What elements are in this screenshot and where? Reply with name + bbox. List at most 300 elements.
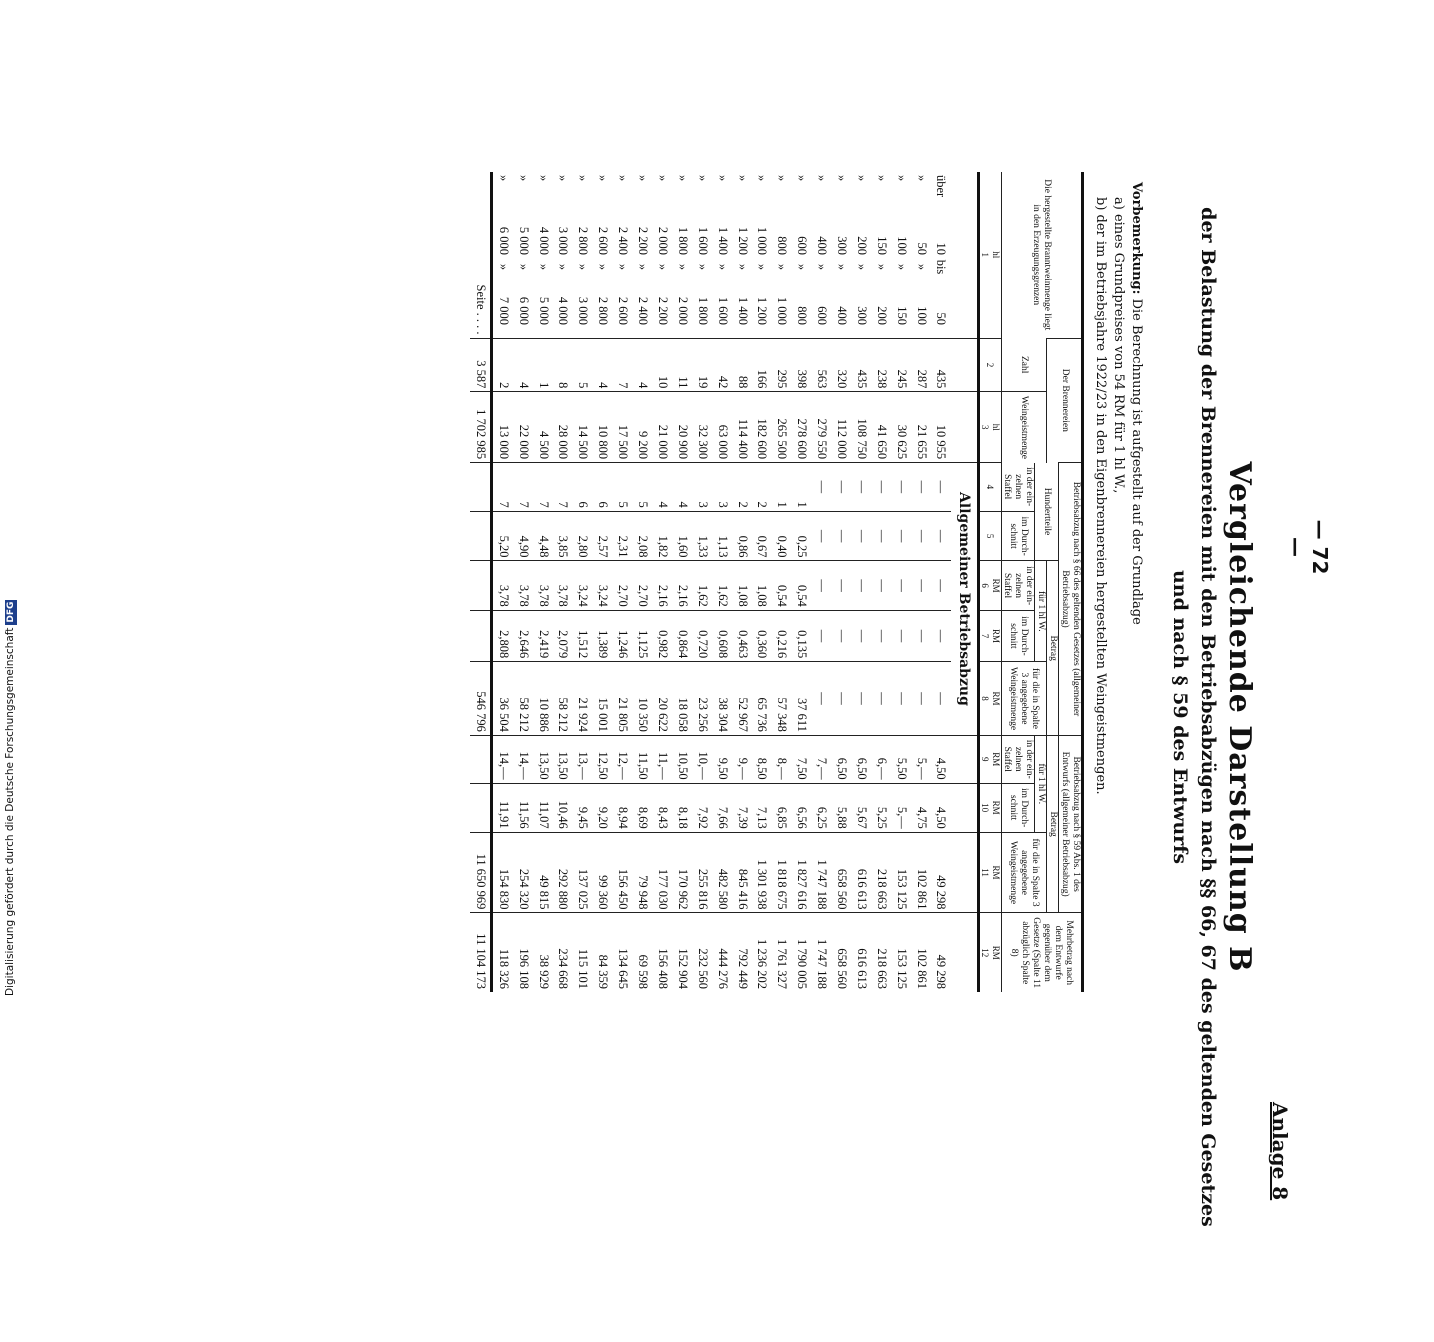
- range-p: über: [934, 175, 949, 198]
- cell-b-staffel: 3,78: [492, 561, 513, 610]
- cell-menge: 20 900: [672, 392, 692, 463]
- range-b: »: [576, 263, 591, 271]
- cell-b-menge: 10 886: [533, 662, 553, 736]
- cell-hdt-durch: —: [891, 511, 911, 561]
- cell-menge: 21 655: [911, 392, 931, 463]
- production-range-cell: [712, 172, 732, 338]
- cell-hdt-staffel: 3: [692, 463, 712, 512]
- cell-b-durch: —: [891, 610, 911, 661]
- cell-b-durch: —: [851, 610, 871, 661]
- cell-mehr: 1 747 188: [812, 913, 832, 992]
- header-percentages: Hundertteile: [1035, 463, 1059, 561]
- range-p: »: [735, 175, 750, 182]
- cell-b-durch: 1,246: [613, 610, 633, 661]
- cell-hdt-staffel: 6: [573, 463, 593, 512]
- cell-b-durch: 1,512: [573, 610, 593, 661]
- document-title: Vergleichende Darstellung B: [1222, 461, 1257, 973]
- range-a: 10: [934, 242, 949, 255]
- cell-e-durch: 11,56: [513, 783, 533, 832]
- cell-e-durch: 8,69: [633, 783, 653, 832]
- cell-e-menge: 156 450: [613, 832, 633, 913]
- cell-menge: 279 550: [812, 392, 832, 463]
- header-group-draft: Betriebsabzug nach § 59 Abs. 1 des Entwurfs (allgemeiner Betriebsabzug): [1059, 735, 1083, 913]
- cell-b-staffel: 0,54: [772, 561, 792, 610]
- cell-e-menge: 292 880: [553, 832, 573, 913]
- range-b: »: [715, 263, 730, 271]
- cell-e-durch: 6,56: [792, 783, 812, 832]
- range-p: »: [636, 175, 651, 182]
- cell-b-staffel: 1,08: [752, 561, 772, 610]
- range-a: 4 000: [536, 226, 551, 255]
- cell-b-menge: —: [832, 662, 852, 736]
- table-row: [832, 172, 852, 992]
- range-b: »: [616, 263, 631, 271]
- cell-b-staffel: —: [812, 561, 832, 610]
- header-surplus: Mehrbetrag nach dem Entwurfe gegenüber dem Gesetze (Spalte 11 abzüglich Spalte 8): [1001, 913, 1082, 992]
- range-p: »: [616, 175, 631, 182]
- cell-b-menge: 15 001: [593, 662, 613, 736]
- cell-menge: 17 500: [613, 392, 633, 463]
- cell-b-staffel: 3,78: [553, 561, 573, 610]
- range-b: »: [914, 263, 929, 271]
- range-p: »: [695, 175, 710, 182]
- cell-mehr: 234 668: [553, 913, 573, 992]
- cell-b-durch: 0,463: [732, 610, 752, 661]
- cell-e-staffel: 9,50: [712, 735, 732, 783]
- cell-b-durch: 1,125: [633, 610, 653, 661]
- header-draft-average: im Durchschnitt: [1001, 783, 1035, 832]
- cell-menge: 108 750: [851, 392, 871, 463]
- header-amount-current: Betrag: [1047, 561, 1059, 735]
- cell-hdt-durch: —: [851, 511, 871, 561]
- cell-e-durch: 9,20: [593, 783, 613, 832]
- production-range-cell: [911, 172, 931, 338]
- cell-e-staffel: 11,50: [633, 735, 653, 783]
- cell-b-menge: —: [911, 662, 931, 736]
- range-p: »: [795, 175, 810, 182]
- cell-hdt-staffel: 7: [513, 463, 533, 512]
- cell-zahl: 88: [732, 338, 752, 392]
- production-range-cell: [812, 172, 832, 338]
- table-row: [812, 172, 832, 992]
- column-number: RM 9: [978, 735, 1001, 783]
- range-b: »: [815, 263, 830, 271]
- cell-e-durch: 10,46: [553, 783, 573, 832]
- cell-b-menge: 58 212: [513, 662, 533, 736]
- cell-menge: 10 955: [931, 392, 951, 463]
- range-a: 400: [815, 236, 830, 255]
- cell-b-staffel: —: [931, 561, 951, 610]
- cell-zahl: 5: [573, 338, 593, 392]
- cell-zahl: 166: [752, 338, 772, 392]
- cell-e-durch: 7,66: [712, 783, 732, 832]
- cell-b-staffel: 2,16: [672, 561, 692, 610]
- cell-mehr: 1 236 202: [752, 913, 772, 992]
- cell-mehr: 84 359: [593, 913, 613, 992]
- cell-b-menge: 23 256: [692, 662, 712, 736]
- cell-hdt-staffel: 6: [593, 463, 613, 512]
- production-range-cell: [533, 172, 553, 338]
- cell-e-staffel: 9,—: [732, 735, 752, 783]
- table-row: [492, 172, 513, 992]
- range-b: »: [854, 263, 869, 271]
- header-distilleries: Der Brennereien: [1047, 338, 1083, 463]
- cell-hdt-staffel: —: [911, 463, 931, 512]
- range-a: 2 200: [636, 226, 651, 255]
- range-b: »: [496, 263, 511, 271]
- table-row: [533, 172, 553, 992]
- header-pct-step: in der einzelnen Staffel: [1001, 463, 1035, 512]
- range-p: »: [536, 175, 551, 182]
- cell-e-durch: 7,13: [752, 783, 772, 832]
- table-row: [911, 172, 931, 992]
- cell-e-durch: 11,07: [533, 783, 553, 832]
- cell-zahl: 238: [871, 338, 891, 392]
- range-c: 200: [874, 306, 889, 325]
- cell-b-staffel: —: [832, 561, 852, 610]
- cell-mehr: 152 904: [672, 913, 692, 992]
- header-total-draft: für die in Spalte 3 angegebene Weingeistmenge: [1001, 832, 1047, 913]
- production-range-cell: [613, 172, 633, 338]
- cell-b-durch: —: [931, 610, 951, 661]
- cell-zahl: 11: [672, 338, 692, 392]
- range-a: 200: [854, 236, 869, 255]
- cell-b-staffel: —: [851, 561, 871, 610]
- cell-e-staffel: 4,50: [931, 735, 951, 783]
- range-b: »: [536, 263, 551, 271]
- table-row: [792, 172, 812, 992]
- range-b: »: [655, 263, 670, 271]
- range-b: »: [755, 263, 770, 271]
- cell-e-staffel: 7,—: [812, 735, 832, 783]
- cell-zahl: 1: [533, 338, 553, 392]
- cell-hdt-durch: 1,33: [692, 511, 712, 561]
- cell-hdt-staffel: —: [832, 463, 852, 512]
- cell-b-menge: 37 611: [792, 662, 812, 736]
- range-c: 1 400: [735, 296, 750, 325]
- cell-b-durch: 0,216: [772, 610, 792, 661]
- cell-b-menge: 65 736: [752, 662, 772, 736]
- cell-hdt-durch: —: [812, 511, 832, 561]
- cell-hdt-staffel: 1: [792, 463, 812, 512]
- range-p: »: [576, 175, 591, 182]
- cell-e-menge: 154 830: [492, 832, 513, 913]
- table-row: [851, 172, 871, 992]
- range-a: 1 800: [675, 226, 690, 255]
- cell-b-staffel: 3,24: [593, 561, 613, 610]
- range-c: 5 000: [536, 296, 551, 325]
- cell-menge: 21 000: [653, 392, 673, 463]
- document-subtitle-line-1: der Belastung der Brennereien mit den Betriebsabzügen nach §§ 66, 67 des geltenden Gesetzes: [1197, 207, 1219, 1227]
- cell-menge: 14 500: [573, 392, 593, 463]
- cell-zahl: 7: [613, 338, 633, 392]
- cell-b-durch: 0,864: [672, 610, 692, 661]
- range-a: 1 200: [735, 226, 750, 255]
- cell-hdt-staffel: —: [871, 463, 891, 512]
- cell-e-durch: 7,92: [692, 783, 712, 832]
- cell-zahl: 435: [931, 338, 951, 392]
- column-number-row: [978, 172, 1001, 992]
- cell-b-staffel: 1,62: [712, 561, 732, 610]
- header-amount-draft: Betrag: [1047, 735, 1059, 913]
- cell-hdt-durch: 0,86: [732, 511, 752, 561]
- cell-mehr: 218 663: [871, 913, 891, 992]
- cell-zahl: 4: [593, 338, 613, 392]
- cell-hdt-durch: 2,57: [593, 511, 613, 561]
- cell-menge: 112 000: [832, 392, 852, 463]
- cell-zahl: 287: [911, 338, 931, 392]
- cell-e-menge: 1 827 616: [792, 832, 812, 913]
- cell-e-menge: 177 030: [653, 832, 673, 913]
- table-row: [871, 172, 891, 992]
- cell-hdt-durch: 1,82: [653, 511, 673, 561]
- table-row: [732, 172, 752, 992]
- cell-hdt-durch: —: [832, 511, 852, 561]
- cell-hdt-durch: —: [931, 511, 951, 561]
- cell-menge: 32 300: [692, 392, 712, 463]
- production-range-cell: [633, 172, 653, 338]
- annex-label: Anlage 8: [1268, 1102, 1292, 1201]
- cell-e-staffel: 14,—: [513, 735, 533, 783]
- range-c: 1 600: [715, 296, 730, 325]
- cell-hdt-staffel: —: [931, 463, 951, 512]
- range-a: 100: [894, 236, 909, 255]
- total-count: 3 587: [470, 338, 491, 392]
- cell-e-durch: 5,88: [832, 783, 852, 832]
- range-p: »: [854, 175, 869, 182]
- range-p: »: [755, 175, 770, 182]
- cell-b-menge: 57 348: [772, 662, 792, 736]
- table-row: [593, 172, 613, 992]
- cell-hdt-durch: 1,13: [712, 511, 732, 561]
- cell-e-staffel: 6,50: [832, 735, 852, 783]
- cell-zahl: 19: [692, 338, 712, 392]
- cell-b-durch: 0,720: [692, 610, 712, 661]
- production-range-cell: [772, 172, 792, 338]
- table-row: [553, 172, 573, 992]
- column-number: RM 8: [978, 662, 1001, 736]
- cell-hdt-durch: 4,48: [533, 511, 553, 561]
- cell-b-durch: —: [812, 610, 832, 661]
- cell-zahl: 4: [513, 338, 533, 392]
- production-range-cell: [752, 172, 772, 338]
- cell-mehr: 69 598: [633, 913, 653, 992]
- cell-b-staffel: 2,70: [613, 561, 633, 610]
- cell-b-menge: —: [851, 662, 871, 736]
- production-range-cell: [593, 172, 613, 338]
- range-c: 600: [815, 306, 830, 325]
- cell-e-staffel: 10,50: [672, 735, 692, 783]
- cell-b-staffel: 3,24: [573, 561, 593, 610]
- preliminary-note-b: b) der im Betriebsjahre 1922/23 in den Eigenbrennereien hergestellten Weingeistmengen.: [1093, 197, 1108, 795]
- range-c: 50: [934, 312, 949, 325]
- cell-b-menge: 10 350: [633, 662, 653, 736]
- range-b: »: [834, 263, 849, 271]
- cell-mehr: 616 613: [851, 913, 871, 992]
- cell-menge: 278 600: [792, 392, 812, 463]
- table-row: [772, 172, 792, 992]
- cell-e-staffel: 8,50: [752, 735, 772, 783]
- cell-b-staffel: 2,70: [633, 561, 653, 610]
- cell-b-durch: —: [832, 610, 852, 661]
- cell-e-menge: 49 298: [931, 832, 951, 913]
- cell-hdt-durch: 0,25: [792, 511, 812, 561]
- cell-mehr: 232 560: [692, 913, 712, 992]
- cell-menge: 30 625: [891, 392, 911, 463]
- range-b: »: [775, 263, 790, 271]
- cell-e-staffel: 13,50: [553, 735, 573, 783]
- range-a: 1 000: [755, 226, 770, 255]
- cell-hdt-durch: 3,85: [553, 511, 573, 561]
- cell-e-durch: 11,91: [492, 783, 513, 832]
- cell-e-menge: 1 818 675: [772, 832, 792, 913]
- cell-e-menge: 153 125: [891, 832, 911, 913]
- column-number: RM 6: [978, 561, 1001, 610]
- total-row: [470, 172, 491, 992]
- range-c: 3 000: [576, 296, 591, 325]
- cell-b-menge: —: [871, 662, 891, 736]
- production-range-cell: [513, 172, 533, 338]
- cell-e-staffel: 12,50: [593, 735, 613, 783]
- cell-b-menge: —: [812, 662, 832, 736]
- cell-e-menge: 616 613: [851, 832, 871, 913]
- range-a: 1 600: [695, 226, 710, 255]
- cell-e-durch: 5,—: [891, 783, 911, 832]
- table-row: [672, 172, 692, 992]
- range-c: 2 600: [616, 296, 631, 325]
- column-number: RM 12: [978, 913, 1001, 992]
- cell-hdt-staffel: 5: [633, 463, 653, 512]
- cell-hdt-staffel: 7: [533, 463, 553, 512]
- cell-b-durch: 2,079: [553, 610, 573, 661]
- cell-e-staffel: 5,—: [911, 735, 931, 783]
- cell-zahl: 10: [653, 338, 673, 392]
- header-spirit-quantity: Weingeistmenge: [1001, 392, 1047, 463]
- table-row: [891, 172, 911, 992]
- header-production-range: Die hergestellte Branntweinmenge liegt in den Erzeugungsgrenzen: [1001, 172, 1082, 338]
- column-number: 4: [978, 463, 1001, 512]
- cell-e-durch: 6,85: [772, 783, 792, 832]
- cell-menge: 265 500: [772, 392, 792, 463]
- cell-e-staffel: 6,—: [871, 735, 891, 783]
- cell-hdt-staffel: 5: [613, 463, 633, 512]
- production-range-cell: [792, 172, 812, 338]
- production-range-cell: [672, 172, 692, 338]
- cell-hdt-durch: 2,31: [613, 511, 633, 561]
- cell-b-menge: 21 924: [573, 662, 593, 736]
- table-row: [653, 172, 673, 992]
- cell-e-menge: 79 948: [633, 832, 653, 913]
- cell-zahl: 563: [812, 338, 832, 392]
- cell-hdt-staffel: —: [891, 463, 911, 512]
- cell-b-menge: 38 304: [712, 662, 732, 736]
- cell-menge: 10 800: [593, 392, 613, 463]
- cell-menge: 9 200: [633, 392, 653, 463]
- header-draft-step: in der einzelnen Staffel: [1001, 735, 1035, 783]
- cell-hdt-durch: 2,80: [573, 511, 593, 561]
- cell-hdt-durch: 1,60: [672, 511, 692, 561]
- header-count: Zahl: [1001, 338, 1047, 392]
- production-range-cell: [492, 172, 513, 338]
- cell-b-staffel: 0,54: [792, 561, 812, 610]
- cell-b-staffel: —: [911, 561, 931, 610]
- cell-hdt-staffel: —: [851, 463, 871, 512]
- funding-footer: [4, 600, 17, 996]
- cell-hdt-staffel: 2: [732, 463, 752, 512]
- range-b: »: [795, 263, 810, 271]
- table-header: [978, 172, 1082, 992]
- range-b: »: [874, 263, 889, 271]
- header-pct-average: im Durchschnitt: [1001, 511, 1035, 561]
- range-a: 2 400: [616, 226, 631, 255]
- table-row: [513, 172, 533, 992]
- cell-b-menge: 58 212: [553, 662, 573, 736]
- production-range-cell: [851, 172, 871, 338]
- range-b: »: [675, 263, 690, 271]
- cell-b-staffel: 3,78: [513, 561, 533, 610]
- cell-e-staffel: 8,—: [772, 735, 792, 783]
- cell-b-durch: 0,360: [752, 610, 772, 661]
- cell-mehr: 444 276: [712, 913, 732, 992]
- cell-menge: 63 000: [712, 392, 732, 463]
- range-b: »: [516, 263, 531, 271]
- range-c: 1 800: [695, 296, 710, 325]
- range-c: 1 200: [755, 296, 770, 325]
- range-p: »: [596, 175, 611, 182]
- funding-footer-text: Digitalisierung gefördert durch die Deutsche Forschungsgemeinschaft: [4, 627, 16, 996]
- range-b: bis: [934, 259, 949, 275]
- cell-hdt-durch: 5,20: [492, 511, 513, 561]
- cell-hdt-staffel: 4: [672, 463, 692, 512]
- range-p: »: [675, 175, 690, 182]
- cell-mehr: 115 101: [573, 913, 593, 992]
- cell-mehr: 153 125: [891, 913, 911, 992]
- preliminary-note-intro: Die Berechnung ist aufgestellt auf der Grundlage: [1129, 294, 1144, 625]
- range-a: 2 600: [596, 226, 611, 255]
- cell-menge: 28 000: [553, 392, 573, 463]
- total-surplus: 11 104 173: [470, 913, 491, 992]
- range-c: 1 000: [775, 296, 790, 325]
- range-p: »: [874, 175, 889, 182]
- cell-b-staffel: 3,78: [533, 561, 553, 610]
- page-number: — 72 —: [1284, 519, 1332, 575]
- range-a: 5 000: [516, 226, 531, 255]
- range-a: 150: [874, 236, 889, 255]
- table-body: [492, 172, 978, 992]
- cell-hdt-staffel: 7: [492, 463, 513, 512]
- cell-mehr: 1 761 327: [772, 913, 792, 992]
- table-row: [712, 172, 732, 992]
- total-draft-amount: 11 650 969: [470, 832, 491, 913]
- range-p: »: [894, 175, 909, 182]
- cell-e-durch: 9,45: [573, 783, 593, 832]
- cell-mehr: 156 408: [653, 913, 673, 992]
- range-c: 800: [795, 306, 810, 325]
- cell-e-durch: 8,94: [613, 783, 633, 832]
- cell-hdt-durch: 0,67: [752, 511, 772, 561]
- range-a: 1 400: [715, 226, 730, 255]
- table-row: [633, 172, 653, 992]
- range-c: 2 000: [675, 296, 690, 325]
- range-c: 2 400: [636, 296, 651, 325]
- production-range-cell: [732, 172, 752, 338]
- cell-zahl: 4: [633, 338, 653, 392]
- cell-b-menge: 20 622: [653, 662, 673, 736]
- cell-zahl: 2: [492, 338, 513, 392]
- column-number: RM 7: [978, 610, 1001, 661]
- cell-hdt-durch: —: [871, 511, 891, 561]
- cell-e-durch: 4,50: [931, 783, 951, 832]
